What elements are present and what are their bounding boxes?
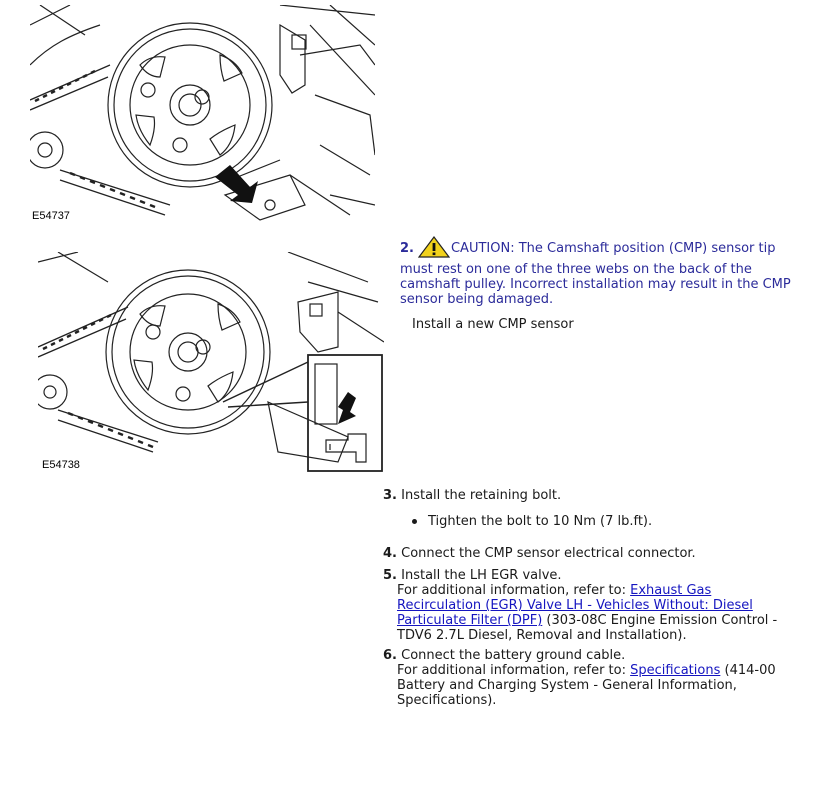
step-number: 5. — [383, 568, 397, 583]
bullet-point — [412, 515, 420, 523]
reference-suffix: (414-00 Battery and Charging System - General Information, Specifications). — [397, 663, 776, 708]
step-2-instruction: Install a new CMP sensor — [412, 317, 574, 332]
step-number: 3. — [383, 488, 397, 503]
caution-text: CAUTION: The Camshaft position (CMP) sensor tip must rest on one of the three webs on the back of the camshaft pulley. Incorrect installation may result in the CMP sensor being damaged. — [400, 241, 791, 307]
step-text: Connect the CMP sensor electrical connector. — [401, 546, 696, 561]
step-4 — [383, 546, 803, 561]
engine-line-drawing-2 — [38, 252, 384, 474]
step-3-bullet-text: Tighten the bolt to 10 Nm (7 lb.ft). — [428, 514, 653, 529]
reference-prefix: For additional information, refer to: — [397, 663, 631, 678]
figure-id-label: E54737 — [32, 210, 70, 222]
illustration-camshaft-pulley-sensor — [38, 252, 384, 474]
egr-valve-reference-link[interactable]: Exhaust Gas Recirculation (EGR) Valve LH - Vehicles Without: Diesel Particulate Filter (DPF) — [397, 583, 753, 628]
figure-id-label: E54738 — [42, 459, 80, 471]
reference-suffix: (303-08C Engine Emission Control - TDV6 2.7L Diesel, Removal and Installation). — [397, 613, 778, 643]
step-text: Connect the battery ground cable. — [401, 648, 626, 663]
step-3 — [383, 488, 803, 503]
specifications-reference-link[interactable]: Specifications — [630, 663, 721, 678]
reference-prefix: For additional information, refer to: — [397, 583, 631, 598]
step-6 — [383, 648, 803, 663]
engine-line-drawing-1 — [30, 5, 375, 225]
step-number: 6. — [383, 648, 397, 663]
step-5 — [383, 568, 803, 583]
illustration-camshaft-pulley-top — [30, 5, 375, 225]
step-6-reference — [397, 663, 789, 708]
step-number: 2. — [400, 241, 414, 256]
step-text: Install the retaining bolt. — [401, 488, 562, 503]
step-text: Install the LH EGR valve. — [401, 568, 562, 583]
warning-triangle-icon — [418, 236, 450, 262]
step-5-reference — [397, 583, 789, 643]
caution-note — [400, 236, 800, 307]
step-number: 4. — [383, 546, 397, 561]
